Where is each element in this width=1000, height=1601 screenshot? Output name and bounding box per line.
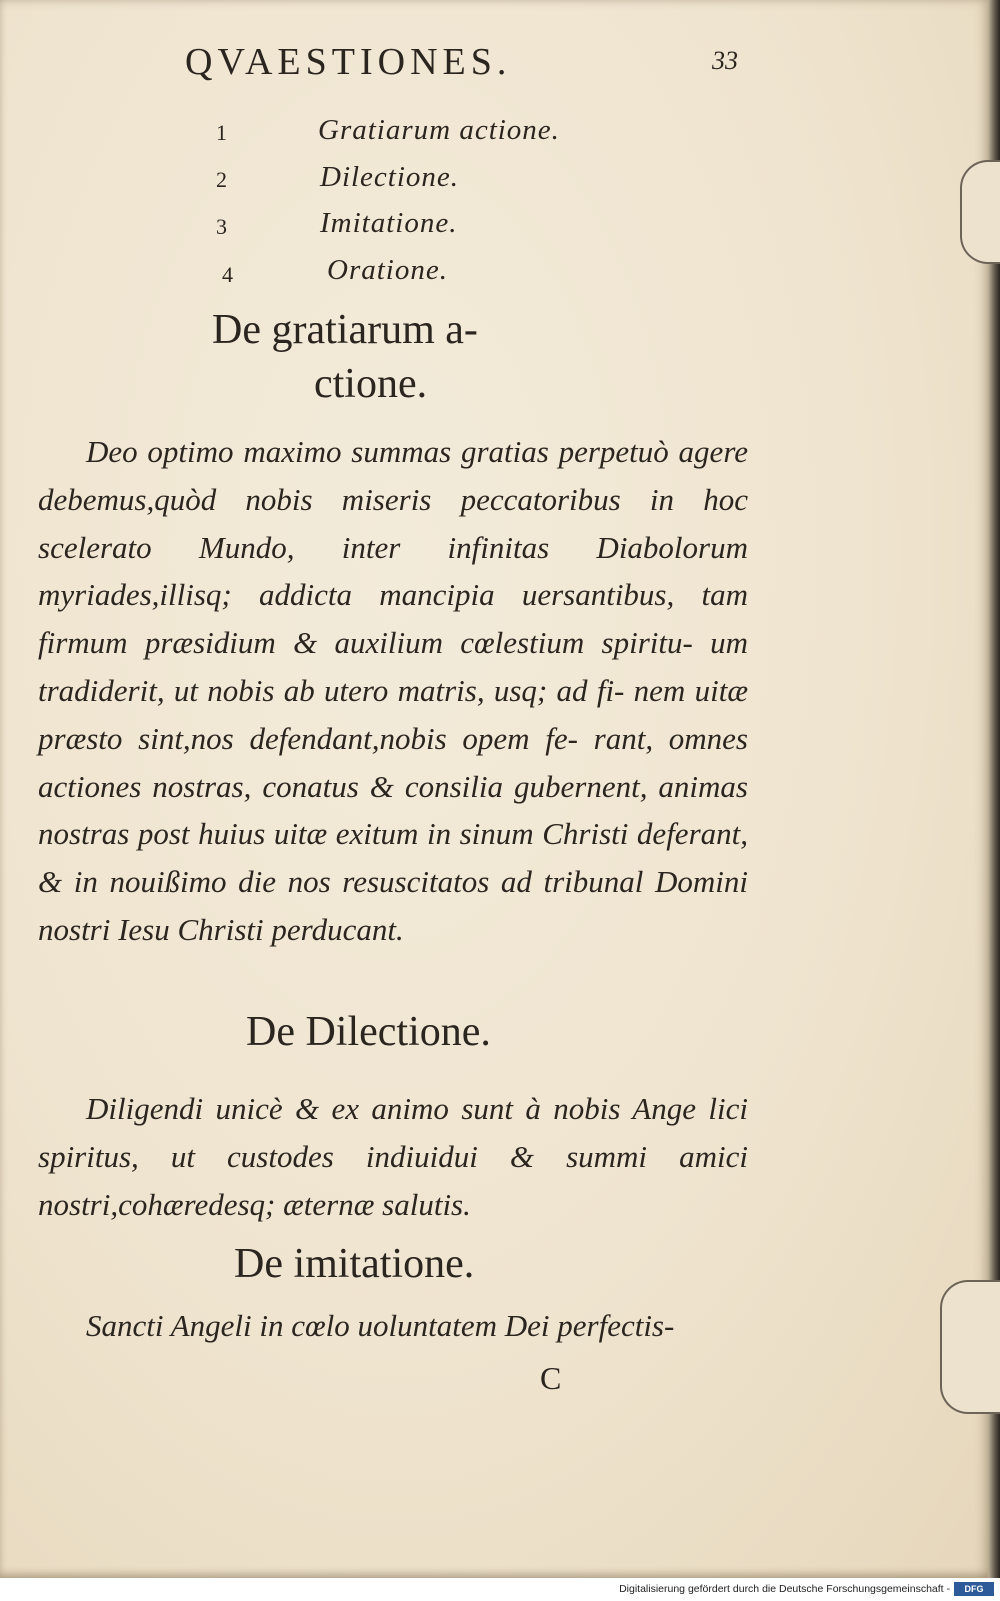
list-number: 1 <box>216 120 227 145</box>
section-paragraph: Diligendi unicè & ex animo sunt à nobis Ange lici spiritus, ut custodes indiuidui & summi amici nostri,cohæredesq; æternæ salutis. <box>38 1091 748 1222</box>
list-item: Oratione. <box>327 254 448 286</box>
list-number: 2 <box>216 167 227 192</box>
section-paragraph: Deo optimo maximo summas gratias perpetuò agere debemus,quòd nobis miseris peccatoribus in hoc scelerato Mundo, inter infinitas Diabolorum myriades,illisq; addicta mancipia uersantibus, tam firmum præsidium & auxilium cœlestium spiritu- um tradiderit, ut nobis ab utero matris, usq; ad fi- nem uitæ præsto sint,nos defendant,nobis opem fe- rant, omnes actiones nostras, conatus & consilia gubernent, animas nostras post huius uitæ exitum in sinum Christi deferant, & in nouißimo die nos resuscitatos ad tribunal Domini nostri Iesu Christi perducant. <box>38 434 748 947</box>
section-paragraph: Sancti Angeli in cœlo uoluntatem Dei perfectis- <box>86 1308 675 1343</box>
list-item: Imitatione. <box>320 207 458 239</box>
list-number: 3 <box>216 214 227 239</box>
page-number: 33 <box>712 46 738 75</box>
section-heading: De imitatione. <box>234 1241 475 1287</box>
list-number: 4 <box>222 262 233 287</box>
dfg-logo: DFG <box>954 1582 994 1596</box>
running-header: QVAESTIONES. <box>185 41 512 83</box>
page-tab-bottom <box>940 1280 1000 1414</box>
section-heading: De gratiarum a- <box>212 307 478 353</box>
list-item: Dilectione. <box>320 161 460 193</box>
list-item: Gratiarum actione. <box>318 114 560 146</box>
page-tab-top <box>960 160 1000 264</box>
footer-credit: Digitalisierung gefördert durch die Deutsche Forschungsgemeinschaft - <box>619 1583 950 1595</box>
section-heading: De Dilectione. <box>246 1009 491 1055</box>
section-heading: ctione. <box>314 361 428 407</box>
catchword: C <box>540 1360 562 1396</box>
